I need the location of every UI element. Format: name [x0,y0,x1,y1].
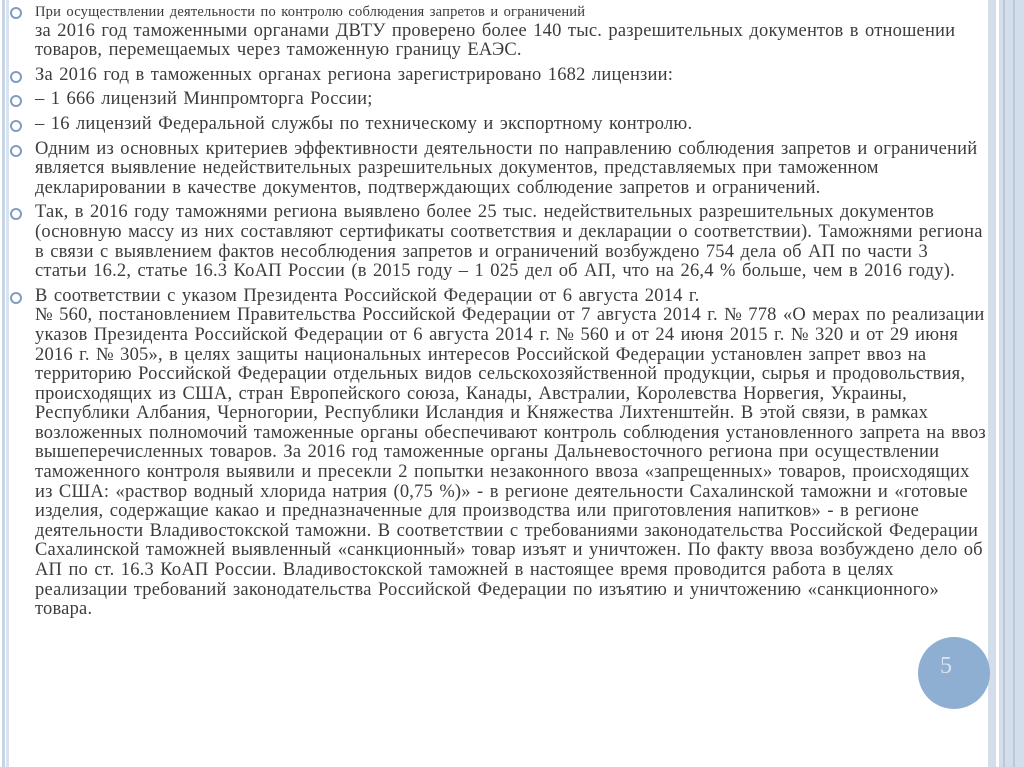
right-accent-stripe-wide [999,0,1024,767]
list-item [10,2,986,61]
page-number: 5 [940,653,952,679]
right-accent-stripe-thin [988,0,996,767]
paragraph-text-run: № 560, постановлением Правительства Российской Федерации от 7 августа 2014 г. № 778 «О мерах по реализации указов Президента Российской Федерации от 6 августа 2014 г. № 560 и от 24 июня 2015 г. № 320 и от 29 июня 2016 г. № 305», в целях защиты национальных интересов Российской Федерации установлен запрет ввоз на территорию Российской Федерации отдельных видов сельскохозяйственной продукции, сырья и продовольствия, происходящих из США, стран Европейского союза, Канады, Австралии, Королевства Норвегия, Украины, Республики Албания, Черногории, Республики Исландия и Княжества Лихтенштейн. В этой связи, в рамках возложенных полномочий таможенные органы обеспечивают контроль соблюдения установленного запрета на ввоз вышеперечисленных товаров. За 2016 год таможенные органы Дальневосточного региона при осуществлении таможенного контроля выявили и пресекли 2 попытки незаконного ввоза «запрещенных» товаров, происходящих из США: «раствор водный хлорида натрия (0,75 %)» - в регионе деятельности Сахалинской таможни и «готовые изделия, содержащие какао и предназначенные для производства или приготовления напитков» - в регионе деятельности Владивостокской таможни. В соответствии с требованиями законодательства Российской Федерации Сахалинской таможней выявленный «санкционный» товар изъят и уничтожен. По факту ввоза возбуждено дело об АП по ст. 16.3 КоАП России. Владивостокской таможней в настоящее время проводится работа в целях реализации требований законодательства Российской Федерации по изъятию и уничтожению «санкционного» товара. [35,305,986,620]
paragraph-text-run: – 16 лицензий Федеральной службы по техническому и экспортному контролю. [35,113,693,134]
bullet-circle-icon [10,208,22,220]
list-item [10,66,986,86]
paragraph-text-run: За 2016 год в таможенных органах региона зарегистрировано 1682 лицензии: [35,64,674,85]
bullet-circle-icon [10,95,22,107]
list-item [10,90,986,110]
list-item [10,140,986,199]
left-accent-line [2,0,5,767]
bullet-circle-icon [10,145,22,157]
right-stripe-divider-line [1013,0,1015,767]
paragraph-text-run: В соответствии с указом Президента Российской Федерации от 6 августа 2014 г. [35,285,700,306]
list-item [10,115,986,135]
bullet-circle-icon [10,292,22,304]
paragraph-text-run: за 2016 год таможенными органами ДВТУ проверено более 140 тыс. разрешительных документов в отношении товаров, перемещаемых через таможенную границу ЕАЭС. [35,20,956,61]
paragraph-text-run: При осуществлении деятельности по контролю соблюдения запретов и ограничений [35,4,586,20]
bullet-circle-icon [10,7,22,19]
paragraph-text-run: – 1 666 лицензий Минпромторга России; [35,89,373,110]
bullet-list [10,2,986,620]
right-stripe-divider-line [1003,0,1005,767]
bullet-circle-icon [10,120,22,132]
paragraph-text-run: Одним из основных критериев эффективности деятельности по направлению соблюдения запретов и ограничений является выявление недействительных разрешительных документов, представляемых при таможенном декларировании в качестве документов, подтверждающих соблюдение запретов и ограничений. [35,138,978,198]
left-accent-line-outer [6,0,9,767]
bullet-circle-icon [10,71,22,83]
slide-body [10,2,986,625]
list-item [10,287,986,620]
page-number-circle [918,637,990,709]
paragraph-text-run: Так, в 2016 году таможнями региона выявлено более 25 тыс. недействительных разрешительных документов (основную массу из них составляют сертификаты соответствия и декларации о соответствии). Таможнями региона в связи с выявлением фактов несоблюдения запретов и ограничений возбуждено 754 дела об АП по части 3 статьи 16.2, статье 16.3 КоАП России (в 2015 году – 1 025 дел об АП, что на 26,4 % больше, чем в 2016 году). [35,202,983,282]
list-item [10,203,986,281]
